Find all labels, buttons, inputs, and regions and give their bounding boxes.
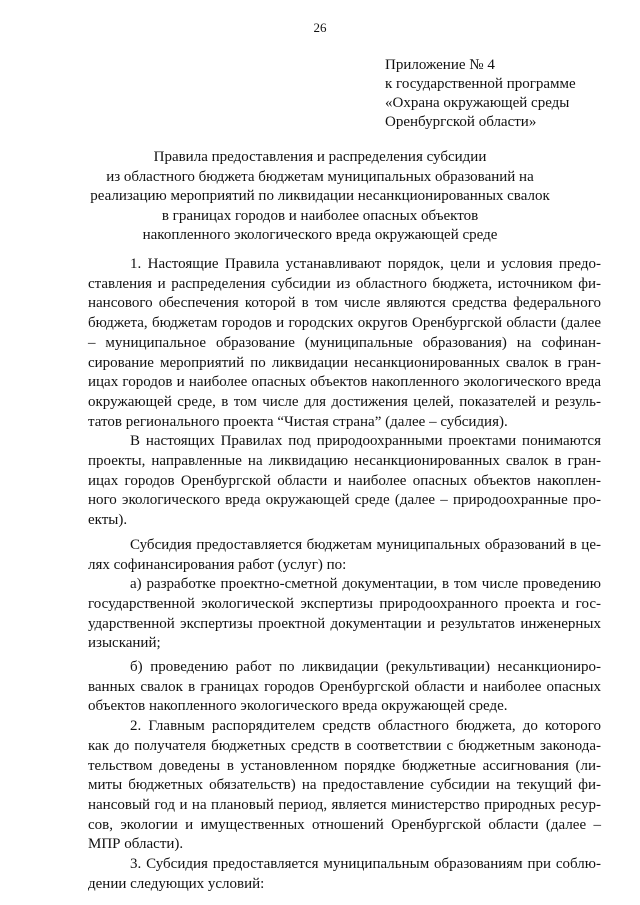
annex-line: Оренбургской области» — [385, 114, 537, 130]
title-line: из областного бюджета бюджетам муниципальных образований на — [106, 168, 534, 185]
title-line: Правила предоставления и распределения субсидии — [153, 149, 487, 165]
page-number: 26 — [313, 20, 327, 35]
annex-line: «Охрана окружающей среды — [385, 95, 570, 111]
document-title — [0, 148, 640, 246]
title-line: реализацию мероприятий по ликвидации несанкционированных свалок — [90, 188, 550, 204]
title-line: в границах городов и наиболее опасных объектов — [161, 207, 479, 224]
annex-line: к государственной программе — [385, 76, 576, 92]
paragraph-2: 2. Главным распорядителем средств областного бюджета, до которого как до получателя бюджетных средств в соответствии с бюджетным законодательством доведены в установленном порядке бюджетные ассигнования (лимиты бюджетных обязательств) на предоставление субсидии на текущий финансовый год и на плановый период, является министерство природных ресурсов, экологии и имущественных отношений Оренбургской области (далее – МПР области). — [88, 718, 601, 853]
paragraph-3: 3. Субсидия предоставляется муниципальным образованиям при соблюдении следующих условий: — [88, 856, 601, 892]
paragraph-definition: В настоящих Правилах под природоохранными проектами понимаются проекты, направленные на ликвидацию несанкционированных свалок в границах городов Оренбургской области и наиболее опасных объектов накопленного экологического вреда окружающей среде (далее – природоохранные проекты). — [88, 433, 601, 529]
paragraph-1: 1. Настоящие Правила устанавливают порядок, цели и условия предоставления и распределения субсидии из областного бюджета, источником финансового обеспечения которой в том числе являются средства федерального бюджета, бюджетам городов и городских округов Оренбургской области (далее – муниципальное образование (муниципальные образования) на софинансирование мероприятий по ликвидации несанкционированных свалок в границах городов и наиболее опасных объектов накопленного экологического вреда окружающей среде, в том числе для достижения целей, показателей и результатов регионального проекта “Чистая страна” (далее – субсидия). — [88, 256, 601, 430]
annex-header — [385, 56, 625, 132]
paragraph-item-b: б) проведению работ по ликвидации (рекультивации) несанкционированных свалок в границах городов Оренбургской области и наиболее опасных объектов накопленного экологического вреда окружающей среде. — [88, 659, 601, 715]
paragraph-subsidy-purpose: Субсидия предоставляется бюджетам муниципальных образований в целях софинансирования работ (услуг) по: — [88, 536, 601, 573]
paragraph-item-a: а) разработке проектно-сметной документации, в том числе проведению государственной экологической экспертизы природоохранного проекта и государственной экспертизы проектной документации и результатов инженерных изысканий; — [88, 576, 601, 652]
annex-line: Приложение № 4 — [385, 57, 495, 73]
document-body — [88, 255, 601, 895]
title-line: накопленного экологического вреда окружающей среде — [142, 227, 498, 243]
